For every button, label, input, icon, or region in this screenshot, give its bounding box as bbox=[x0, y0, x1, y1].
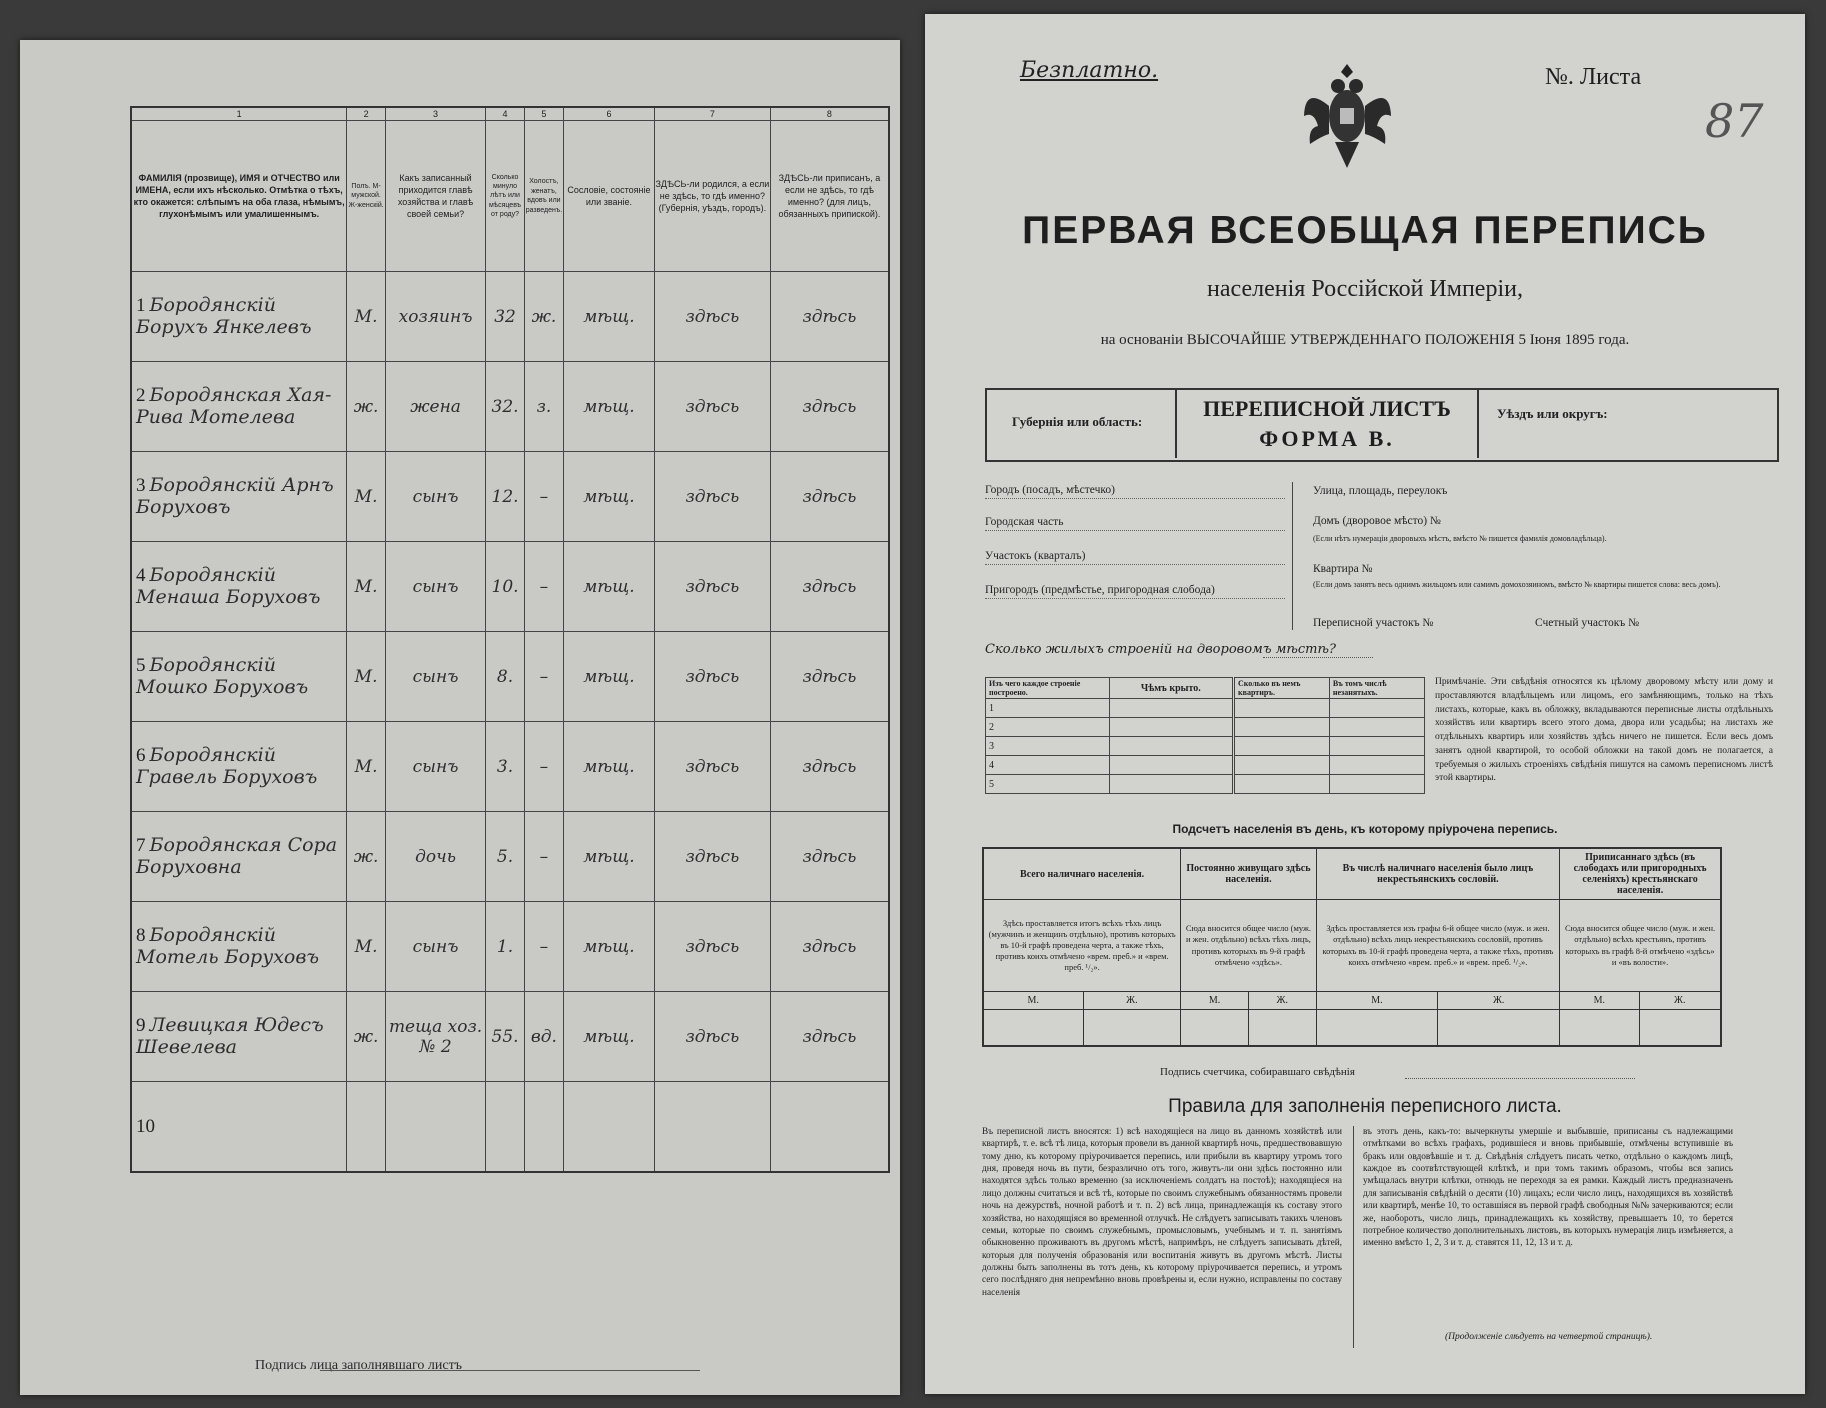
count-male-value bbox=[983, 1010, 1083, 1046]
address-field-right: Квартира № bbox=[1313, 563, 1373, 575]
address-divider bbox=[1292, 482, 1293, 630]
estate-cell: мѣщ. bbox=[564, 272, 655, 362]
birthplace-cell: здѣсь bbox=[654, 542, 770, 632]
sex-cell: М. bbox=[347, 542, 386, 632]
sex-cell: М. bbox=[347, 632, 386, 722]
person-name-cell bbox=[131, 902, 347, 992]
birthplace-cell: здѣсь bbox=[654, 812, 770, 902]
header-registered: ЗДѢСЬ-ли приписанъ, а если не здѣсь, то гдѣ именно? (для лицъ, обязанныхъ припиской). bbox=[770, 121, 889, 272]
registration-cell: здѣсь bbox=[770, 452, 889, 542]
estate-cell: мѣщ. bbox=[564, 452, 655, 542]
marital-status-cell: – bbox=[524, 812, 563, 902]
table-row bbox=[131, 542, 889, 632]
age-cell: 10. bbox=[486, 542, 525, 632]
relation-cell: сынъ bbox=[385, 452, 485, 542]
marital-status-cell: з. bbox=[524, 362, 563, 452]
building-vacant-cell bbox=[1329, 737, 1424, 756]
census-subtitle: населенія Россійской Имперіи, bbox=[1207, 276, 1523, 302]
rules-title: Правила для заполненія переписного листа. bbox=[1168, 1096, 1562, 1117]
building-row bbox=[986, 718, 1425, 737]
building-row-number: 2 bbox=[986, 718, 1110, 737]
person-name-cell bbox=[131, 1082, 347, 1173]
buildings-table bbox=[985, 677, 1425, 794]
count-female-label: Ж. bbox=[1639, 992, 1721, 1010]
table-row bbox=[131, 902, 889, 992]
registration-cell: здѣсь bbox=[770, 722, 889, 812]
building-roof-cell bbox=[1109, 756, 1233, 775]
person-name-cell bbox=[131, 362, 347, 452]
bld-header-apartments: Сколько въ немъ квартиръ. bbox=[1234, 678, 1330, 699]
count-female-value bbox=[1639, 1010, 1721, 1046]
birthplace-cell: здѣсь bbox=[654, 722, 770, 812]
continue-note: (Продолженіе слѣдуетъ на четвертой страницѣ). bbox=[1445, 1332, 1653, 1342]
marital-status-cell: – bbox=[524, 632, 563, 722]
person-name: Бородянская Хая-Рива Мотелева bbox=[136, 383, 332, 428]
population-count-title: Подсчетъ населенія въ день, къ которому пріурочена перепись. bbox=[1172, 822, 1558, 836]
province-label: Губернія или область: bbox=[1012, 414, 1143, 429]
age-cell bbox=[486, 1082, 525, 1173]
estate-cell bbox=[564, 1082, 655, 1173]
building-roof-cell bbox=[1109, 718, 1233, 737]
address-field-right: (Если домъ занятъ весь однимъ жильцомъ или самимъ домохозяиномъ, вмѣсто № квартиры пишется слова: весь домъ). bbox=[1313, 580, 1721, 589]
address-field-right: (Если нѣтъ нумераціи дворовыхъ мѣстъ, вмѣсто № пишется фамилія домовладѣльца). bbox=[1313, 534, 1607, 543]
estate-cell: мѣщ. bbox=[564, 542, 655, 632]
registration-cell: здѣсь bbox=[770, 812, 889, 902]
birthplace-cell: здѣсь bbox=[654, 902, 770, 992]
rules-divider bbox=[1353, 1126, 1354, 1348]
address-field-label: Пригородъ (предмѣстье, пригородная слобода) bbox=[985, 584, 1215, 596]
sex-cell: М. bbox=[347, 902, 386, 992]
census-table bbox=[130, 106, 890, 1173]
row-number: 6 bbox=[136, 744, 146, 766]
rules-column-2: въ этотъ день, какъ-то: вычеркнуты умершіе и выбывшіе, приписаны съ надлежащими отмѣтками во всѣхъ графахъ, родившіеся и вновь прибывшіе, отмѣчены вступившіе въ бракъ или овдовѣвшіе и т. д. Свѣдѣнія слѣдуетъ писать четко, отдѣльно о каждомъ лицѣ, каждое въ соотвѣтствующей клѣткѣ, и при томъ такимъ образомъ, чтобы вся запись умѣщалась внутри клѣтки, отнюдь не переходя за ея рамки. Каждый листъ предназначенъ для записыванія свѣдѣній о десяти (10) лицахъ; если число лицъ, находящихся въ хозяйствѣ или квартирѣ, менѣе 10, то оставшіяся въ первой графѣ свободныя №№ зачеркиваются; если же, наоборотъ, число лицъ, принадлежащихъ къ хозяйству, превышаетъ 10, то берется потребное количество дополнительныхъ листовъ, въ которыхъ нумерація лицъ измѣняется, а именно вмѣсто 1, 2, 3 и т. д. ставятся 11, 12, 13 и т. д. bbox=[1363, 1127, 1733, 1249]
count-male-label: М. bbox=[983, 992, 1083, 1010]
sex-cell: М. bbox=[347, 722, 386, 812]
form-title-2: ФОРМА В. bbox=[1259, 426, 1395, 451]
sex-cell bbox=[347, 1082, 386, 1173]
building-apartments-cell bbox=[1234, 775, 1330, 794]
sex-cell: ж. bbox=[347, 992, 386, 1082]
count-instruction: Сюда вносится общее число (муж. и жен. отдѣльно) всѣхъ крестьянъ, противъ которыхъ въ графѣ 8-й отмѣчено «здѣсь» и «въ волости». bbox=[1560, 900, 1721, 992]
age-cell: 3. bbox=[486, 722, 525, 812]
census-basis: на основаніи ВЫСОЧАЙШЕ УТВЕРЖДЕННАГО ПОЛОЖЕНІЯ 5 Іюня 1895 года. bbox=[1100, 332, 1630, 348]
person-name: Бородянскій Борухъ Янкелевъ bbox=[136, 293, 312, 338]
age-cell: 12. bbox=[486, 452, 525, 542]
count-male-label: М. bbox=[1181, 992, 1249, 1010]
count-instruction: Здѣсь проставляется итогъ всѣхъ тѣхъ лицъ (мужчинъ и женщинъ отдѣльно), противъ которыхъ въ 10-й графѣ проведена черта, а также тѣхъ, противъ коихъ отмѣчено «врем. преб.» и «врем. преб. ¹/₂». bbox=[983, 900, 1181, 992]
col-num-2: 2 bbox=[347, 107, 386, 121]
birthplace-cell: здѣсь bbox=[654, 992, 770, 1082]
bld-header-vacant: Въ томъ числѣ незанятыхъ. bbox=[1329, 678, 1424, 699]
row-number: 5 bbox=[136, 654, 146, 676]
building-row-number: 4 bbox=[986, 756, 1110, 775]
table-row bbox=[131, 632, 889, 722]
sheet-number-handwritten: 87 bbox=[1705, 94, 1764, 148]
person-name: Бородянскій Мотель Боруховъ bbox=[136, 923, 320, 968]
address-field-left bbox=[985, 516, 1285, 531]
person-name: Бородянскій Мошко Боруховъ bbox=[136, 653, 309, 698]
age-cell: 32 bbox=[486, 272, 525, 362]
building-apartments-cell bbox=[1234, 737, 1330, 756]
free-label: Безплатно. bbox=[1020, 58, 1159, 83]
building-row bbox=[986, 699, 1425, 718]
building-row bbox=[986, 775, 1425, 794]
building-roof-cell bbox=[1109, 699, 1233, 718]
registration-cell bbox=[770, 1082, 889, 1173]
counter-signature-label: Подпись счетчика, собиравшаго свѣдѣнія bbox=[1160, 1066, 1355, 1078]
sex-cell: М. bbox=[347, 272, 386, 362]
address-field-right: Улица, площадь, переулокъ bbox=[1313, 485, 1448, 497]
table-row bbox=[131, 362, 889, 452]
address-field-right: Счетный участокъ № bbox=[1535, 617, 1640, 629]
form-header-box bbox=[985, 388, 1779, 462]
building-vacant-cell bbox=[1329, 756, 1424, 775]
person-name: Бородянская Сора Боруховна bbox=[136, 833, 338, 878]
population-count-table bbox=[982, 847, 1722, 1047]
building-apartments-cell bbox=[1234, 718, 1330, 737]
table-row bbox=[131, 272, 889, 362]
table-row bbox=[131, 812, 889, 902]
buildings-answer-line bbox=[1263, 657, 1373, 658]
count-male-value bbox=[1560, 1010, 1639, 1046]
estate-cell: мѣщ. bbox=[564, 362, 655, 452]
header-age: Сколько минуло лѣтъ или мѣсяцевъ от роду? bbox=[486, 121, 525, 272]
count-header: Постоянно живущаго здѣсь населенія. bbox=[1181, 848, 1316, 900]
count-male-label: М. bbox=[1316, 992, 1438, 1010]
address-field-label: Участокъ (кварталъ) bbox=[985, 550, 1086, 562]
building-vacant-cell bbox=[1329, 718, 1424, 737]
relation-cell bbox=[385, 1082, 485, 1173]
count-female-value bbox=[1438, 1010, 1560, 1046]
header-birthplace: ЗДѢСЬ-ли родился, а если не здѣсь, то гдѣ именно? (Губернія, уѣздъ, городъ). bbox=[654, 121, 770, 272]
person-name: Левицкая Юдесъ Шевелева bbox=[136, 1013, 324, 1058]
row-number: 4 bbox=[136, 564, 146, 586]
registration-cell: здѣсь bbox=[770, 902, 889, 992]
row-number: 10 bbox=[136, 1115, 155, 1137]
marital-status-cell bbox=[524, 1082, 563, 1173]
estate-cell: мѣщ. bbox=[564, 902, 655, 992]
building-row-number: 1 bbox=[986, 699, 1110, 718]
person-name: Бородянскій Менаша Боруховъ bbox=[136, 563, 321, 608]
address-field-label: Городская часть bbox=[985, 516, 1064, 528]
birthplace-cell: здѣсь bbox=[654, 632, 770, 722]
col-num-5: 5 bbox=[524, 107, 563, 121]
left-signature-label: Подпись лица заполнявшаго листъ bbox=[255, 1358, 462, 1373]
address-field-label: Городъ (посадъ, мѣстечко) bbox=[985, 484, 1115, 496]
col-num-1: 1 bbox=[131, 107, 347, 121]
col-num-3: 3 bbox=[385, 107, 485, 121]
left-signature-line bbox=[320, 1370, 700, 1371]
table-row bbox=[131, 722, 889, 812]
row-number: 9 bbox=[136, 1014, 146, 1036]
count-female-value bbox=[1248, 1010, 1316, 1046]
address-field-left bbox=[985, 550, 1285, 565]
col-num-8: 8 bbox=[770, 107, 889, 121]
row-number: 3 bbox=[136, 474, 146, 496]
col-num-4: 4 bbox=[486, 107, 525, 121]
table-row bbox=[131, 452, 889, 542]
age-cell: 8. bbox=[486, 632, 525, 722]
table-row bbox=[131, 992, 889, 1082]
header-name: ФАМИЛІЯ (прозвище), ИМЯ и ОТЧЕСТВО или ИМЕНА, если ихъ нѣсколько. Отмѣтка о тѣхъ, кто окажется: слѣпымъ на оба глаза, нѣмымъ, глухонѣмымъ или умалишеннымъ. bbox=[131, 121, 347, 272]
col-num-7: 7 bbox=[654, 107, 770, 121]
header-married: Холостъ, женатъ, вдовъ или разведенъ. bbox=[524, 121, 563, 272]
address-field-right: Переписной участокъ № bbox=[1313, 617, 1434, 629]
header-estate: Сословіе, состояніе или званіе. bbox=[564, 121, 655, 272]
birthplace-cell bbox=[654, 1082, 770, 1173]
rules-column-1: Въ переписной листъ вносятся: 1) всѣ находящіеся на лицо въ данномъ хозяйствѣ или квартирѣ, т. е. всѣ тѣ лица, которыя провели въ данной квартирѣ ночь, предшествовавшую тому дню, къ которому пріурочивается перепись, или прибыли въ квартиру утромъ того дня, проведя ночь въ пути, безразлично отъ того, живутъ-ли они здѣсь постоянно или находятся здѣсь только временно (за исключеніемъ солдатъ на постоѣ); находящіеся на лицо должны считаться и всѣ тѣ, которые по своимъ служебнымъ обязанностямъ провели ночь на дежурствѣ, ночной работѣ и т. п. 2) всѣ лица, принадлежащія къ составу этого хозяйства, но находящіяся во временной отлучкѣ. Не слѣдуетъ записывать такихъ членовъ семьи, которые по своимъ служебнымъ, промысловымъ, учебнымъ и т. п. занятіямъ обыкновенно проживаютъ въ другомъ мѣстѣ, напримѣръ, не слѣдуетъ записывать дѣтей, которыя для полученія образованія или воспитанія живутъ въ другомъ мѣстѣ. Листы должны быть заполнены въ тотъ день, къ которому пріурочивается перепись, и утромъ сего послѣдняго дня непремѣнно вновь провѣрены и, если нужно, исправлены по составу населенія bbox=[982, 1127, 1342, 1298]
building-row bbox=[986, 737, 1425, 756]
person-name-cell bbox=[131, 632, 347, 722]
count-male-value bbox=[1181, 1010, 1249, 1046]
marital-status-cell: – bbox=[524, 722, 563, 812]
building-roof-cell bbox=[1109, 737, 1233, 756]
table-row bbox=[131, 1082, 889, 1173]
building-row-number: 5 bbox=[986, 775, 1110, 794]
person-name-cell bbox=[131, 812, 347, 902]
row-number: 2 bbox=[136, 384, 146, 406]
row-number: 1 bbox=[136, 294, 146, 316]
relation-cell: сынъ bbox=[385, 722, 485, 812]
count-male-label: М. bbox=[1560, 992, 1639, 1010]
person-name-cell bbox=[131, 452, 347, 542]
census-title: ПЕРВАЯ ВСЕОБЩАЯ ПЕРЕПИСЬ bbox=[1022, 209, 1708, 252]
estate-cell: мѣщ. bbox=[564, 992, 655, 1082]
imperial-eagle-icon bbox=[1300, 56, 1395, 176]
age-cell: 5. bbox=[486, 812, 525, 902]
sex-cell: ж. bbox=[347, 362, 386, 452]
relation-cell: теща хоз. № 2 bbox=[385, 992, 485, 1082]
marital-status-cell: ж. bbox=[524, 272, 563, 362]
header-row bbox=[131, 121, 889, 272]
right-page bbox=[925, 14, 1805, 1394]
registration-cell: здѣсь bbox=[770, 992, 889, 1082]
relation-cell: сынъ bbox=[385, 902, 485, 992]
count-header: Всего наличнаго населенія. bbox=[983, 848, 1181, 900]
person-name: Бородянскій Арнъ Боруховъ bbox=[136, 473, 334, 518]
estate-cell: мѣщ. bbox=[564, 812, 655, 902]
person-name-cell bbox=[131, 272, 347, 362]
address-field-left bbox=[985, 484, 1285, 499]
birthplace-cell: здѣсь bbox=[654, 362, 770, 452]
header-sex: Полъ. М-мужской. Ж-женскій. bbox=[347, 121, 386, 272]
relation-cell: сынъ bbox=[385, 632, 485, 722]
relation-cell: дочь bbox=[385, 812, 485, 902]
person-name: Бородянскій Гравель Боруховъ bbox=[136, 743, 318, 788]
count-instruction: Сюда вносится общее число (муж. и жен. отдѣльно) всѣхъ тѣхъ лицъ, противъ которыхъ въ 9-й графѣ отмѣчено «здѣсь». bbox=[1181, 900, 1316, 992]
sheet-number-label: №. Листа bbox=[1545, 64, 1642, 90]
row-number: 7 bbox=[136, 834, 146, 856]
birthplace-cell: здѣсь bbox=[654, 452, 770, 542]
building-apartments-cell bbox=[1234, 756, 1330, 775]
estate-cell: мѣщ. bbox=[564, 632, 655, 722]
marital-status-cell: – bbox=[524, 542, 563, 632]
registration-cell: здѣсь bbox=[770, 542, 889, 632]
relation-cell: хозяинъ bbox=[385, 272, 485, 362]
relation-cell: сынъ bbox=[385, 542, 485, 632]
building-row-number: 3 bbox=[986, 737, 1110, 756]
address-field-left bbox=[985, 584, 1285, 599]
registration-cell: здѣсь bbox=[770, 272, 889, 362]
counter-signature-line bbox=[1405, 1078, 1635, 1079]
bld-header-roof: Чѣмъ крыто. bbox=[1109, 678, 1233, 699]
relation-cell: жена bbox=[385, 362, 485, 452]
marital-status-cell: – bbox=[524, 452, 563, 542]
count-instruction: Здѣсь проставляется изъ графы 6-й общее число (муж. и жен. отдѣльно) всѣхъ лицъ некрестьянскихъ сословій, противъ которыхъ въ 10-й графѣ проведена черта, а также тѣхъ, противъ коихъ отмѣчено «врем. преб.» и «врем. преб. ¹/₂». bbox=[1316, 900, 1560, 992]
estate-cell: мѣщ. bbox=[564, 722, 655, 812]
count-male-value bbox=[1316, 1010, 1438, 1046]
building-roof-cell bbox=[1109, 775, 1233, 794]
age-cell: 32. bbox=[486, 362, 525, 452]
person-name-cell bbox=[131, 542, 347, 632]
buildings-question: Сколько жилыхъ строеній на дворовомъ мѣстѣ? bbox=[985, 642, 1336, 657]
count-header: Приписаннаго здѣсь (въ слободахъ или пригородныхъ селеніяхъ) крестьянскаго населенія. bbox=[1560, 848, 1721, 900]
age-cell: 55. bbox=[486, 992, 525, 1082]
registration-cell: здѣсь bbox=[770, 362, 889, 452]
count-female-label: Ж. bbox=[1083, 992, 1181, 1010]
buildings-note: Примѣчаніе. Эти свѣдѣнія относятся къ цѣлому дворовому мѣсту или дому и проставляются владѣльцемъ или лицомъ, его замѣняющимъ, только на тѣхъ листахъ, которые, какъ въ обложку, вкладываются переписные листы отдѣльныхъ хозяйствъ или квартиръ всего этого дома, двора или усадьбы; на листахъ же отдѣльныхъ квартиръ или хозяйствъ здѣсь ничего не пишется. Если весь домъ занятъ одной квартирой, то особой обложки на такой домъ не полагается, а требуемыя о жилыхъ строеніяхъ свѣдѣнія пишутся на самомъ переписномъ листѣ этой квартиры. bbox=[1435, 677, 1773, 784]
row-number: 8 bbox=[136, 924, 146, 946]
building-row bbox=[986, 756, 1425, 775]
sex-cell: М. bbox=[347, 452, 386, 542]
left-page bbox=[20, 40, 900, 1395]
person-name-cell bbox=[131, 992, 347, 1082]
building-apartments-cell bbox=[1234, 699, 1330, 718]
birthplace-cell: здѣсь bbox=[654, 272, 770, 362]
count-header: Въ числѣ наличнаго населенія было лицъ некрестьянскихъ сословій. bbox=[1316, 848, 1560, 900]
col-num-6: 6 bbox=[564, 107, 655, 121]
registration-cell: здѣсь bbox=[770, 632, 889, 722]
count-female-label: Ж. bbox=[1248, 992, 1316, 1010]
address-field-right: Домъ (дворовое мѣсто) № bbox=[1313, 515, 1441, 527]
age-cell: 1. bbox=[486, 902, 525, 992]
form-title-1: ПЕРЕПИСНОЙ ЛИСТЪ bbox=[1203, 396, 1451, 421]
marital-status-cell: – bbox=[524, 902, 563, 992]
person-name-cell bbox=[131, 722, 347, 812]
count-female-value bbox=[1083, 1010, 1181, 1046]
bld-header-material: Изъ чего каждое строеніе построено. bbox=[986, 678, 1110, 699]
building-vacant-cell bbox=[1329, 775, 1424, 794]
header-relation: Какъ записанный приходится главѣ хозяйства и главѣ своей семьи? bbox=[385, 121, 485, 272]
form-title-box bbox=[1175, 388, 1479, 458]
sex-cell: ж. bbox=[347, 812, 386, 902]
building-vacant-cell bbox=[1329, 699, 1424, 718]
count-female-label: Ж. bbox=[1438, 992, 1560, 1010]
marital-status-cell: вд. bbox=[524, 992, 563, 1082]
column-number-row bbox=[131, 107, 889, 121]
district-label: Уѣздъ или округъ: bbox=[1497, 406, 1608, 421]
